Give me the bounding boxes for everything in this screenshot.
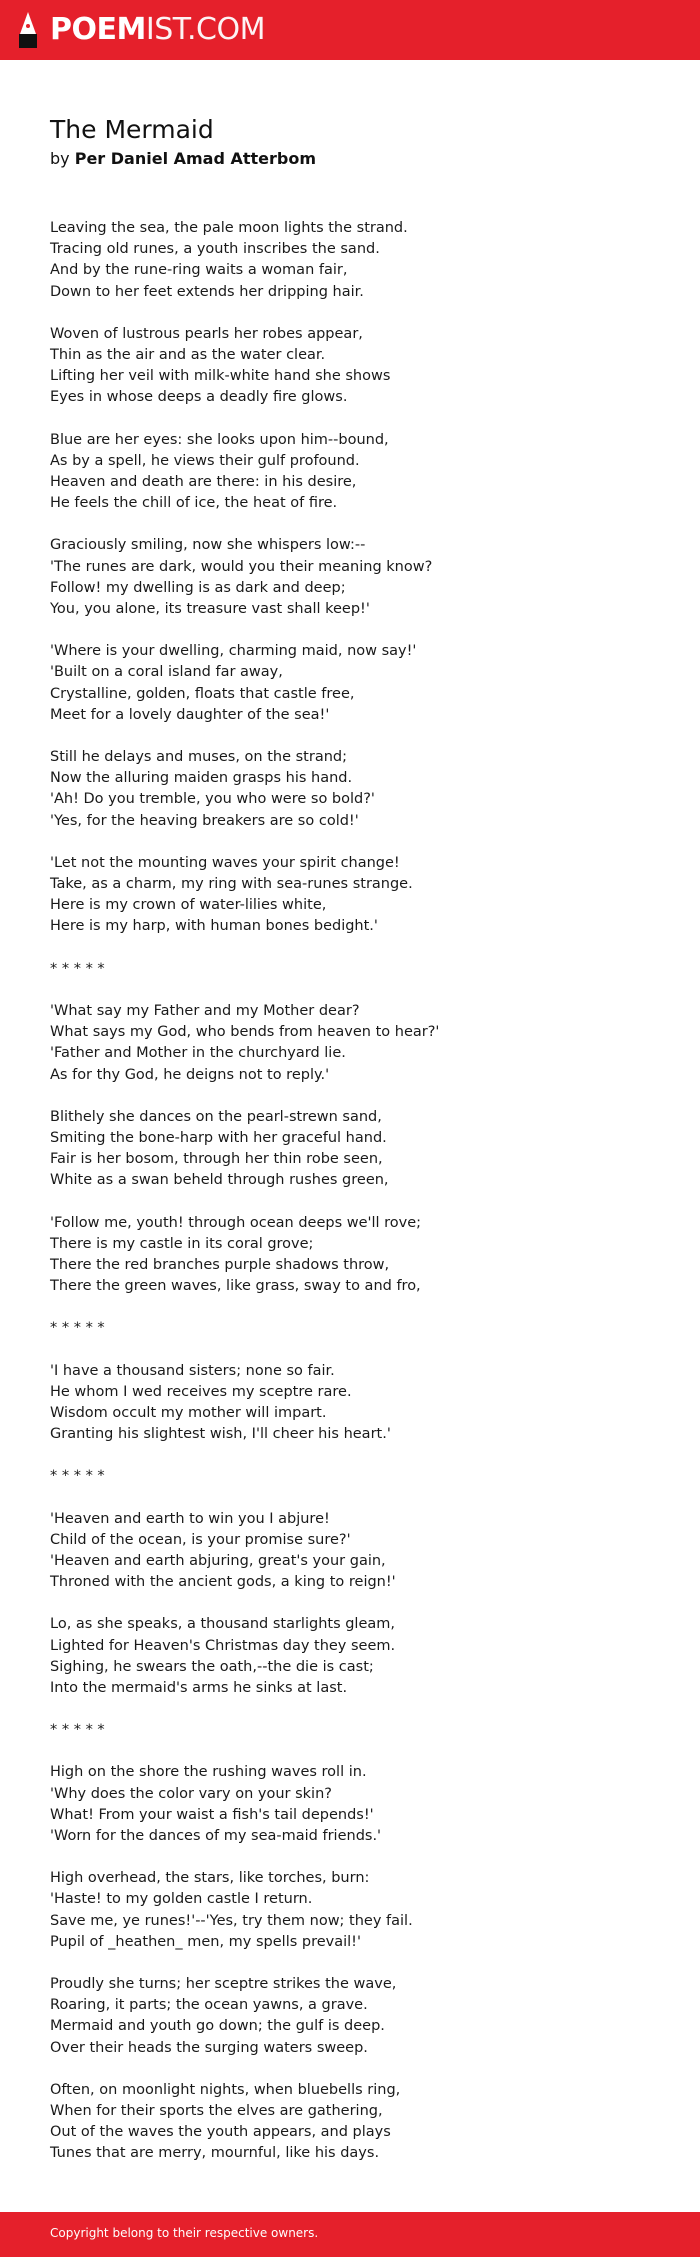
poem-line: Still he delays and muses, on the strand; [50,749,347,766]
poem-line: Eyes in whose deeps a deadly fire glows. [50,389,348,406]
stanza [50,1361,660,1446]
poem-line: Sighing, he swears the oath,--the die is cast; [50,1658,374,1675]
poem-line: * * * * * [50,1722,105,1739]
poem-line: Tunes that are merry, mournful, like his days. [50,2145,380,2162]
stanza [50,218,660,303]
poem-line: Lighted for Heaven's Christmas day they seem. [50,1637,396,1654]
poem-line: High on the shore the rushing waves roll in. [50,1764,367,1781]
poem-line: 'What say my Father and my Mother dear? [50,1002,360,1019]
poem-line: As by a spell, he views their gulf profound. [50,452,360,469]
poem-line: 'Yes, for the heaving breakers are so cold!' [50,812,359,829]
poem-line: Over their heads the surging waters sweep. [50,2039,368,2056]
poem-line: He feels the chill of ice, the heat of fire. [50,495,338,512]
poem-line: Follow! my dwelling is as dark and deep; [50,579,346,596]
poem-line: Proudly she turns; her sceptre strikes the wave, [50,1976,397,1992]
stanza [50,1213,660,1298]
poem-line: * * * * * [50,1320,105,1337]
poem-line: 'I have a thousand sisters; none so fair. [50,1362,335,1379]
poem-line: You, you alone, its treasure vast shall keep!' [50,601,370,618]
stanza [50,430,660,515]
poem-line: High overhead, the stars, like torches, burn: [50,1870,370,1887]
poem-line: Heaven and death are there: in his desire, [50,474,357,491]
poem-line: 'Father and Mother in the churchyard lie. [50,1045,346,1062]
stanza [50,641,660,726]
section-divider [50,1720,660,1741]
poem-line: * * * * * [50,1468,105,1485]
stanza [50,1868,660,1953]
copyright-text: Copyright belong to their respective owners. [50,2226,319,2240]
logo-bold: POEM [50,12,146,47]
poem-line: White as a swan beheld through rushes green, [50,1172,389,1189]
poem-line: Often, on moonlight nights, when bluebells ring, [50,2081,401,2098]
poem-line: 'Let not the mounting waves your spirit change! [50,854,400,871]
poem-line: 'Why does the color vary on your skin? [50,1785,332,1802]
poem-line: Here is my harp, with human bones bedight.' [50,918,378,935]
poem-line: Here is my crown of water-lilies white, [50,897,327,914]
poem-line: Into the mermaid's arms he sinks at last. [50,1679,348,1696]
logo-light: IST.COM [145,12,265,47]
stanza [50,1509,660,1594]
poem-title: The Mermaid [50,115,214,144]
poem-author[interactable]: Per Daniel Amad Atterbom [74,149,317,168]
poem-body [50,218,660,2186]
site-logo[interactable] [16,10,265,50]
poem-line: 'Where is your dwelling, charming maid, now say!' [50,643,417,660]
poem-line: Lifting her veil with milk-white hand she shows [50,368,391,385]
poem-line: Blithely she dances on the pearl-strewn sand, [50,1108,382,1125]
section-divider [50,959,660,980]
poem-line: There the red branches purple shadows throw, [50,1256,390,1273]
poem-line: Granting his slightest wish, I'll cheer his heart.' [50,1426,391,1443]
poem-line: Tracing old runes, a youth inscribes the sand. [50,241,380,258]
poem-line: Take, as a charm, my ring with sea-runes strange. [50,876,413,893]
poem-line: Fair is her bosom, through her thin robe seen, [50,1151,383,1168]
poem-line: Pupil of _heathen_ men, my spells prevail!' [50,1933,361,1950]
poem-line: Down to her feet extends her dripping hair. [50,283,364,300]
poem-line: And by the rune-ring waits a woman fair, [50,262,348,279]
stanza [50,1001,660,1086]
section-divider [50,1318,660,1339]
stanza [50,1107,660,1192]
section-divider [50,1466,660,1487]
poem-line: He whom I wed receives my sceptre rare. [50,1383,352,1400]
poem-line: Thin as the air and as the water clear. [50,347,326,364]
poem-line: Out of the waves the youth appears, and plays [50,2124,391,2141]
poem-line: 'Ah! Do you tremble, you who were so bold?' [50,791,375,808]
poem-byline [50,149,316,168]
poem-line: Now the alluring maiden grasps his hand. [50,770,353,787]
poem-line: * * * * * [50,960,105,977]
stanza [50,324,660,409]
poem-line: Graciously smiling, now she whispers low:-- [50,537,366,554]
poem-line: There the green waves, like grass, sway to and fro, [50,1278,421,1295]
poem-line: Blue are her eyes: she looks upon him--bound, [50,431,389,448]
stanza [50,1614,660,1699]
stanza [50,1762,660,1847]
stanza [50,1974,660,2059]
poem-line: 'Follow me, youth! through ocean deeps we'll rove; [50,1214,422,1231]
poem-line: Crystalline, golden, floats that castle free, [50,685,355,702]
byline-prefix: by [50,149,70,168]
stanza [50,2080,660,2165]
poem-line: 'Heaven and earth to win you I abjure! [50,1510,330,1527]
poem-line: What says my God, who bends from heaven to hear?' [50,1024,440,1041]
poem-line: Woven of lustrous pearls her robes appear, [50,325,363,342]
poem-line: When for their sports the elves are gathering, [50,2103,383,2120]
poem-line: 'Heaven and earth abjuring, great's your gain, [50,1552,386,1569]
poem-line: Meet for a lovely daughter of the sea!' [50,706,330,723]
poem-line: Save me, ye runes!'--'Yes, try them now; they fail. [50,1912,413,1929]
logo-wordmark [50,10,265,50]
poem-line: Throned with the ancient gods, a king to reign!' [50,1574,396,1591]
poem-line: Roaring, it parts; the ocean yawns, a grave. [50,1997,368,2014]
poem-line: 'Haste! to my golden castle I return. [50,1891,313,1908]
stanza [50,747,660,832]
poem-line: 'Built on a coral island far away, [50,664,283,681]
stanza [50,535,660,620]
poem-line: Lo, as she speaks, a thousand starlights gleam, [50,1616,396,1633]
poem-line: What! From your waist a fish's tail depends!' [50,1806,374,1823]
poem-line: Wisdom occult my mother will impart. [50,1404,327,1421]
poem-line: There is my castle in its coral grove; [50,1235,314,1252]
poem-line: Leaving the sea, the pale moon lights the strand. [50,220,408,236]
poem-line: Smiting the bone-harp with her graceful hand. [50,1129,387,1146]
poem-line: As for thy God, he deigns not to reply.' [50,1066,330,1083]
pen-nib-icon [16,10,40,50]
site-footer [0,2212,700,2257]
poem-line: 'The runes are dark, would you their meaning know? [50,558,433,575]
poem-line: Mermaid and youth go down; the gulf is deep. [50,2018,385,2035]
site-header [0,0,700,60]
poem-line: Child of the ocean, is your promise sure?' [50,1531,351,1548]
stanza [50,853,660,938]
poem-line: 'Worn for the dances of my sea-maid friends.' [50,1827,382,1844]
